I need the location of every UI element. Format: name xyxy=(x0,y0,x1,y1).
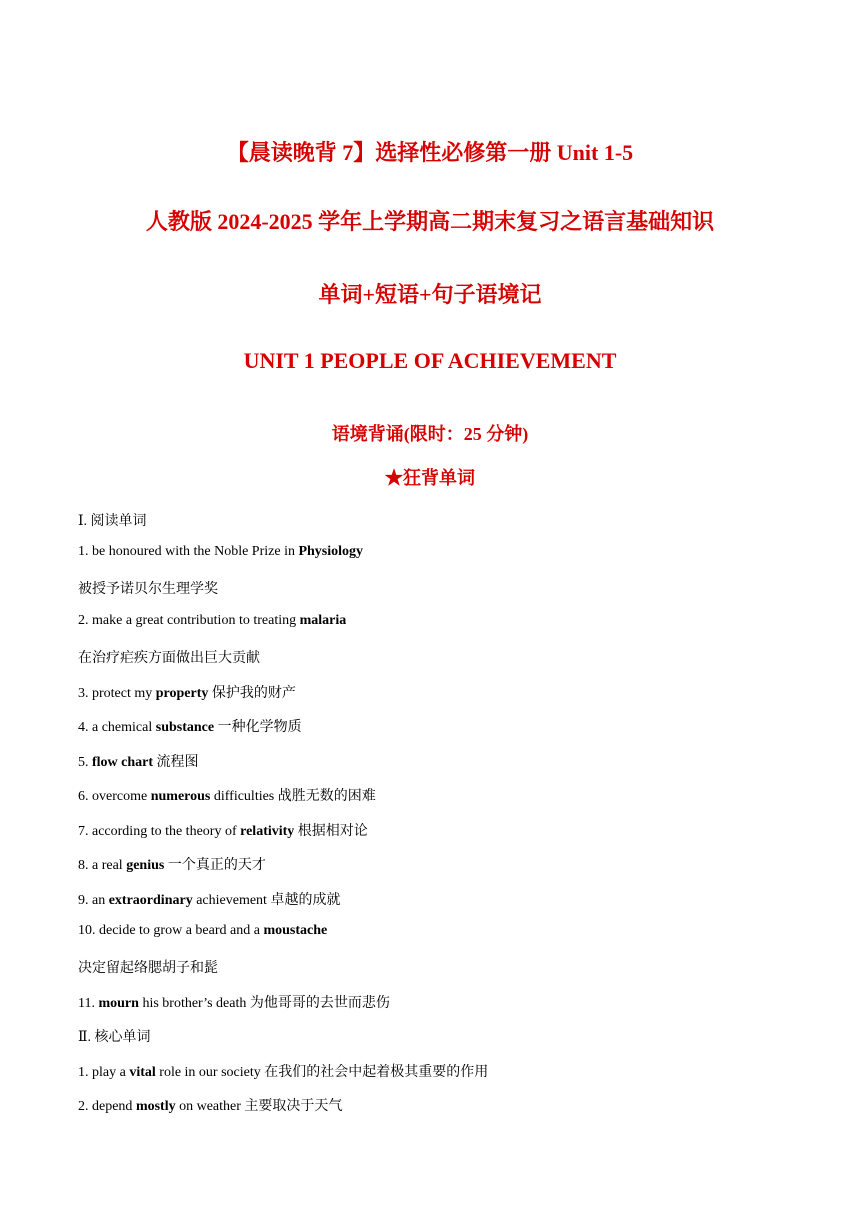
list-item: Ⅰ. 阅读单词 xyxy=(78,514,147,529)
list-item: 在治疗疟疾方面做出巨大贡献 xyxy=(78,651,260,666)
list-item: 5. flow chart 流程图 xyxy=(78,755,199,770)
list-item: 11. mourn his brother’s death 为他哥哥的去世而悲伤 xyxy=(78,996,390,1011)
list-item: 1. play a vital role in our society 在我们的社会中起着极其重要的作用 xyxy=(78,1065,489,1080)
section-heading: ★狂背单词 xyxy=(385,468,475,488)
list-item: 4. a chemical substance 一种化学物质 xyxy=(78,720,302,735)
topic-heading: 单词+短语+句子语境记 xyxy=(318,282,542,307)
list-item: 7. according to the theory of relativity 根据相对论 xyxy=(78,824,368,839)
document-title: 【晨读晚背 7】选择性必修第一册 Unit 1-5 xyxy=(226,140,634,165)
list-item: 3. protect my property 保护我的财产 xyxy=(78,686,296,701)
list-item: 被授予诺贝尔生理学奖 xyxy=(78,582,218,597)
recite-heading: 语境背诵(限时：25 分钟) xyxy=(331,424,529,444)
list-item: 8. a real genius 一个真正的天才 xyxy=(78,858,266,873)
document-subtitle: 人教版 2024-2025 学年上学期高二期末复习之语言基础知识 xyxy=(145,209,715,234)
list-item: 6. overcome numerous difficulties 战胜无数的困难 xyxy=(78,789,376,804)
list-item: 1. be honoured with the Noble Prize in Physiology xyxy=(78,544,364,559)
list-item: 2. make a great contribution to treating malaria xyxy=(78,613,347,628)
list-item: Ⅱ. 核心单词 xyxy=(78,1030,151,1045)
list-item: 10. decide to grow a beard and a moustache xyxy=(78,923,328,938)
list-item: 2. depend mostly on weather 主要取决于天气 xyxy=(78,1099,343,1114)
unit-heading: UNIT 1 PEOPLE OF ACHIEVEMENT xyxy=(243,348,617,373)
list-item: 9. an extraordinary achievement 卓越的成就 xyxy=(78,893,341,908)
list-item: 决定留起络腮胡子和髭 xyxy=(78,961,218,976)
